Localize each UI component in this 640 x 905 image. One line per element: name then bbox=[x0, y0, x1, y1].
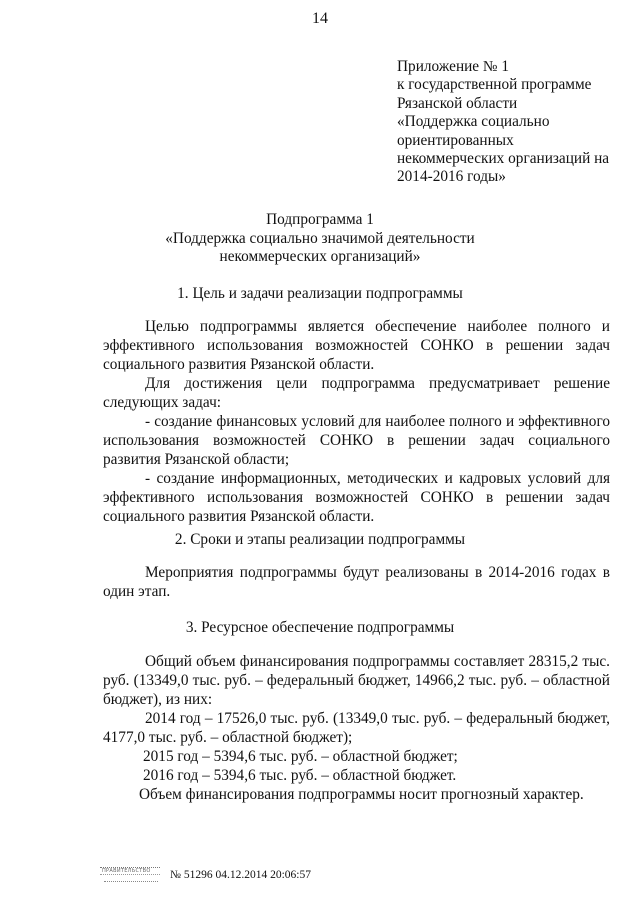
paragraph: Мероприятия подпрограммы будут реализованы в 2014-2016 годах в один этап. bbox=[103, 564, 610, 600]
subprogram-title-block bbox=[0, 211, 640, 267]
subprogram-title: Подпрограмма 1 bbox=[266, 211, 374, 228]
funding-2015: 2015 год – 5394,6 тыс. руб. – областной бюджет; bbox=[143, 748, 458, 765]
paragraph: Для достижения цели подпрограмма предусматривает решение следующих задач: bbox=[103, 375, 610, 411]
task-item: - создание финансовых условий для наиболее полного и эффективного использования возможностей СОНКО в решении задач социального развития Рязанской области; bbox=[103, 413, 610, 468]
registration-number: № 51296 04.12.2014 20:06:57 bbox=[170, 868, 311, 881]
section-2-heading: 2. Сроки и этапы реализации подпрограммы bbox=[174, 531, 466, 548]
appendix-line: «Поддержка социально bbox=[397, 113, 550, 131]
section-3-heading: 3. Ресурсное обеспечение подпрограммы bbox=[185, 619, 455, 636]
registration-footer bbox=[100, 865, 311, 885]
funding-2014: 2014 год – 17526,0 тыс. руб. (13349,0 тыс. руб. – федеральный бюджет, 4177,0 тыс. руб. – областной бюджет); bbox=[103, 710, 610, 746]
section-1-heading: 1. Цель и задачи реализации подпрограммы bbox=[177, 285, 463, 302]
stamp-text: ПРАВИТЕЛЬСТВО bbox=[102, 868, 151, 874]
page-number: 14 bbox=[312, 10, 328, 27]
subprogram-name-line: «Поддержка социально значимой деятельности bbox=[165, 229, 475, 247]
task-item: - создание информационных, методических и кадровых условий для эффективного использования возможностей СОНКО в решении задач социального развития Рязанской области. bbox=[103, 470, 610, 525]
appendix-line: Приложение № 1 bbox=[397, 58, 509, 75]
appendix-header bbox=[397, 58, 637, 187]
section-3-body bbox=[103, 652, 610, 804]
appendix-line: 2014-2016 годы» bbox=[397, 168, 506, 186]
government-stamp bbox=[100, 866, 162, 884]
appendix-line: некоммерческих организаций на bbox=[397, 150, 610, 168]
paragraph: Общий объем финансирования подпрограммы составляет 28315,2 тыс. руб. (13349,0 тыс. руб. – федеральный бюджет, 14966,2 тыс. руб. – областной бюджет), из них: bbox=[103, 653, 610, 708]
paragraph: Целью подпрограммы является обеспечение наиболее полного и эффективного использования возможностей СОНКО в решении задач социального развития Рязанской области. bbox=[103, 318, 610, 373]
appendix-line: ориентированных bbox=[397, 131, 514, 149]
subprogram-name-line: некоммерческих организаций» bbox=[219, 248, 421, 266]
appendix-line: Рязанской области bbox=[397, 94, 518, 112]
section-2-body bbox=[103, 563, 610, 601]
appendix-line: к государственной программе bbox=[397, 76, 592, 94]
funding-note: Объем финансирования подпрограммы носит прогнозный характер. bbox=[139, 786, 584, 803]
funding-2016: 2016 год – 5394,6 тыс. руб. – областной бюджет. bbox=[143, 767, 457, 784]
section-1-body bbox=[103, 317, 610, 526]
